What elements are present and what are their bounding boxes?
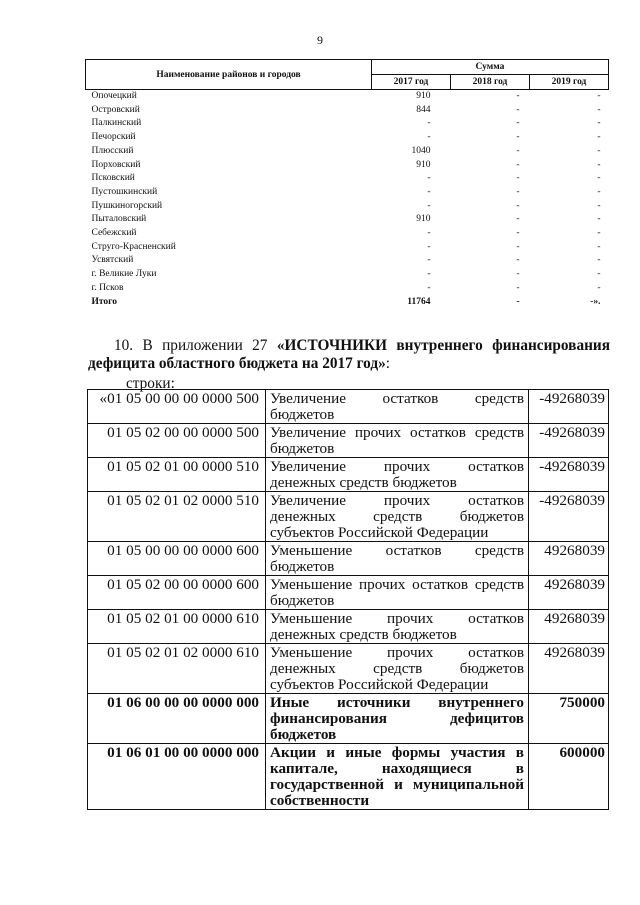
district-name: Себежский: [91, 228, 137, 239]
source-description: Увеличение прочих остатков средств бюджетов: [266, 424, 529, 458]
district-name: г. Великие Луки: [91, 269, 157, 280]
amount: 49268039: [529, 576, 609, 610]
value-2017: 1040: [411, 145, 431, 156]
total-2017: 11764: [407, 296, 431, 307]
value-2019: -: [597, 159, 601, 170]
table-row: [86, 213, 609, 227]
table-row: [88, 390, 609, 424]
table-row: [88, 542, 609, 576]
value-2017: 844: [416, 104, 431, 115]
district-name: Пустошкинский: [91, 186, 158, 197]
value-2018: -: [516, 255, 520, 266]
district-name: Усвятский: [91, 255, 134, 266]
value-2017: -: [427, 173, 431, 184]
amount: 49268039: [529, 644, 609, 694]
district-name: Палкинский: [91, 118, 142, 129]
value-2019: -: [597, 255, 601, 266]
paragraph-prefix: 10. В приложении 27: [114, 337, 277, 354]
district-name: Пушкиногорский: [91, 200, 163, 211]
value-2017: -: [427, 241, 431, 252]
source-description: Увеличение прочих остатков денежных средств бюджетов субъектов Российской Федерации: [266, 492, 529, 542]
value-2018: -: [516, 159, 520, 170]
value-2019: -: [597, 228, 601, 239]
value-2018: -: [516, 282, 520, 293]
value-2018: -: [516, 91, 520, 101]
table-row: [88, 610, 609, 644]
header-year-2019: 2019 год: [530, 75, 609, 90]
value-2019: -: [597, 214, 601, 225]
source-description: Уменьшение остатков средств бюджетов: [266, 542, 529, 576]
paragraph-title: «ИСТОЧНИКИ внутреннего финансирования дефицита областного бюджета на 2017 год»: [88, 337, 610, 372]
value-2019: -: [597, 118, 601, 129]
total-row: [86, 296, 609, 310]
sources-table-body: [88, 390, 609, 810]
value-2017: -: [427, 255, 431, 266]
value-2018: -: [516, 269, 520, 280]
amount: -49268039: [529, 390, 609, 424]
districts-summary-body: [86, 90, 609, 310]
value-2019: -: [597, 200, 601, 211]
district-name: г. Псков: [91, 282, 124, 293]
table-row: [88, 644, 609, 694]
table-row: [88, 492, 609, 542]
table-row: [88, 744, 609, 810]
table-row: [86, 90, 609, 104]
amount: 750000: [529, 694, 609, 744]
value-2018: -: [516, 228, 520, 239]
table-row: [88, 424, 609, 458]
source-description: Уменьшение прочих остатков денежных средств бюджетов субъектов Российской Федерации: [266, 644, 529, 694]
source-description: Акции и иные формы участия в капитале, находящиеся в государственной и муниципальной собственности: [266, 744, 529, 810]
value-2019: -: [597, 91, 601, 101]
table-row: [86, 172, 609, 186]
value-2018: -: [516, 173, 520, 184]
paragraph-suffix: :: [385, 355, 391, 372]
value-2017: 910: [416, 159, 431, 170]
amount: 49268039: [529, 610, 609, 644]
budget-code: 01 05 02 01 02 0000 610: [88, 644, 266, 694]
header-sum: Сумма: [372, 60, 609, 75]
table-row: [86, 186, 609, 200]
total-label: Итого: [91, 296, 118, 307]
budget-code: 01 05 00 00 00 0000 600: [88, 542, 266, 576]
table-row: [88, 576, 609, 610]
value-2018: -: [516, 186, 520, 197]
value-2017: -: [427, 118, 431, 129]
budget-code: 01 05 02 00 00 0000 500: [88, 424, 266, 458]
district-name: Струго-Красненский: [91, 241, 176, 252]
value-2017: -: [427, 228, 431, 239]
value-2019: -: [597, 104, 601, 115]
district-name: Островский: [91, 104, 140, 115]
table-row: [86, 104, 609, 118]
value-2017: 910: [416, 91, 431, 101]
value-2017: -: [427, 282, 431, 293]
header-district-name: Наименование районов и городов: [86, 60, 372, 90]
source-description: Иные источники внутреннего финансирования дефицитов бюджетов: [266, 694, 529, 744]
amount: -49268039: [529, 458, 609, 492]
amendment-paragraph: [88, 337, 610, 373]
header-year-2017: 2017 год: [372, 75, 451, 90]
table-row: [86, 145, 609, 159]
total-2019: -».: [590, 296, 601, 307]
table-row: [86, 200, 609, 214]
value-2019: -: [597, 241, 601, 252]
value-2018: -: [516, 132, 520, 143]
value-2018: -: [516, 214, 520, 225]
districts-summary-table: [85, 59, 609, 309]
amount: -49268039: [529, 424, 609, 458]
budget-code: 01 06 01 00 00 0000 000: [88, 744, 266, 810]
value-2019: -: [597, 282, 601, 293]
budget-code: 01 05 02 00 00 0000 600: [88, 576, 266, 610]
rows-label: строки:: [126, 375, 175, 392]
sources-table: [87, 389, 609, 810]
value-2018: -: [516, 241, 520, 252]
table-row: [86, 241, 609, 255]
table-row: [86, 268, 609, 282]
table-row: [88, 458, 609, 492]
header-year-2018: 2018 год: [451, 75, 530, 90]
value-2017: -: [427, 269, 431, 280]
page-number: 9: [317, 33, 323, 47]
amount: 600000: [529, 744, 609, 810]
total-2018: -: [516, 296, 520, 307]
district-name: Плюсский: [91, 145, 134, 156]
table-row: [86, 159, 609, 173]
value-2019: -: [597, 186, 601, 197]
value-2018: -: [516, 104, 520, 115]
value-2017: -: [427, 132, 431, 143]
source-description: Уменьшение прочих остатков средств бюджетов: [266, 576, 529, 610]
source-description: Увеличение остатков средств бюджетов: [266, 390, 529, 424]
table-row: [86, 282, 609, 296]
table-row: [86, 227, 609, 241]
value-2017: 910: [416, 214, 431, 225]
value-2019: -: [597, 269, 601, 280]
district-name: Пыталовский: [91, 214, 147, 225]
district-name: Псковский: [91, 173, 135, 184]
table-row: [86, 254, 609, 268]
district-name: Опочецкий: [91, 91, 137, 101]
budget-code: 01 05 02 01 00 0000 610: [88, 610, 266, 644]
value-2017: -: [427, 200, 431, 211]
amount: -49268039: [529, 492, 609, 542]
district-name: Печорский: [91, 132, 136, 143]
value-2017: -: [427, 186, 431, 197]
budget-code: 01 05 02 01 02 0000 510: [88, 492, 266, 542]
district-name: Порховский: [91, 159, 141, 170]
source-description: Увеличение прочих остатков денежных средств бюджетов: [266, 458, 529, 492]
value-2018: -: [516, 200, 520, 211]
value-2018: -: [516, 145, 520, 156]
value-2019: -: [597, 173, 601, 184]
budget-code: 01 05 02 01 00 0000 510: [88, 458, 266, 492]
value-2019: -: [597, 145, 601, 156]
value-2018: -: [516, 118, 520, 129]
budget-code: 01 06 00 00 00 0000 000: [88, 694, 266, 744]
source-description: Уменьшение прочих остатков денежных средств бюджетов: [266, 610, 529, 644]
amount: 49268039: [529, 542, 609, 576]
table-row: [86, 117, 609, 131]
value-2019: -: [597, 132, 601, 143]
table-row: [86, 131, 609, 145]
budget-code: «01 05 00 00 00 0000 500: [88, 390, 266, 424]
table-row: [88, 694, 609, 744]
